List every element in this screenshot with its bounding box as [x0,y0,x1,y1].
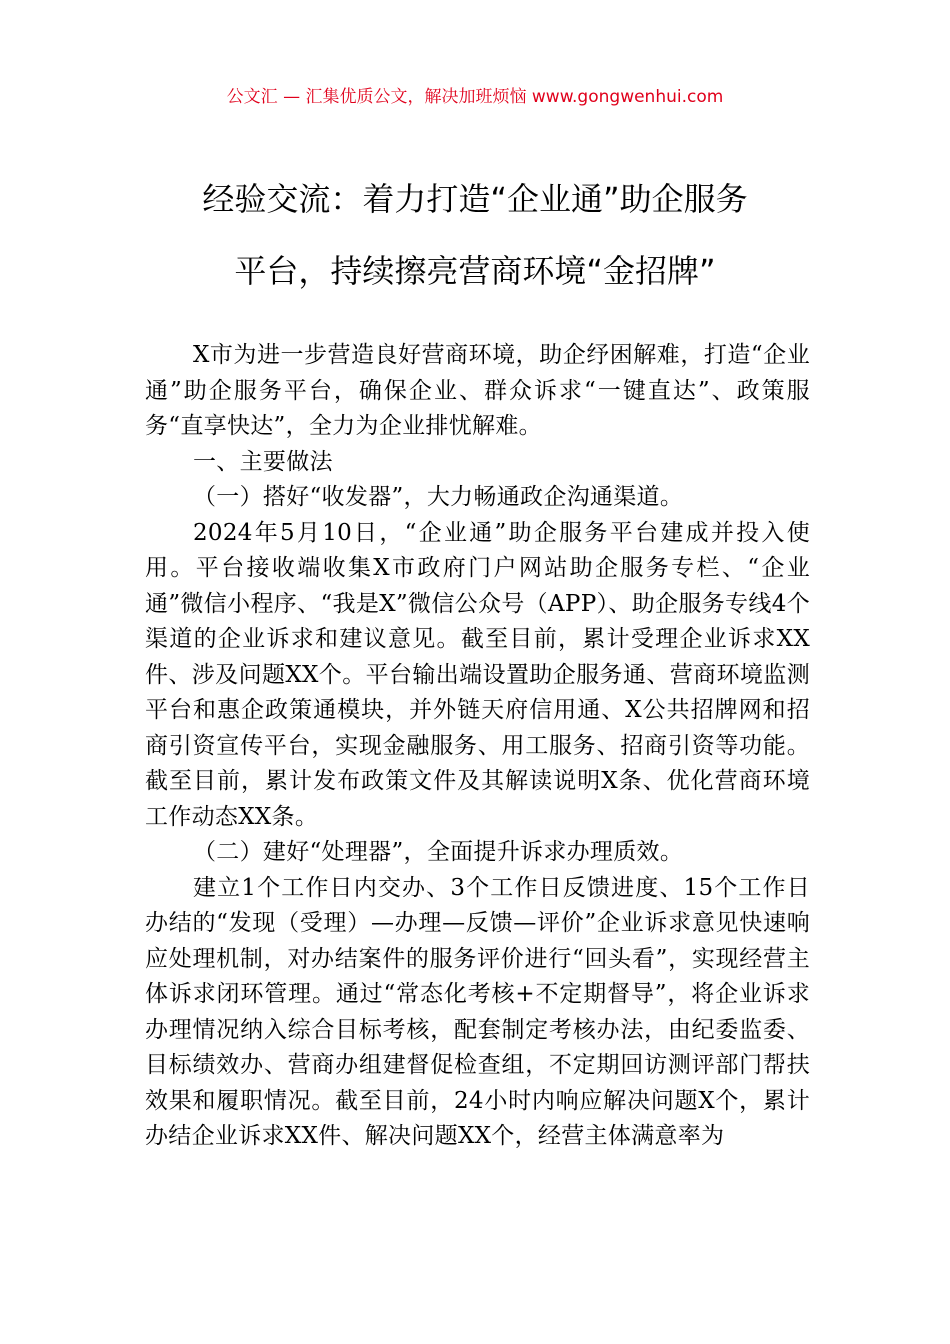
subsection-heading-1: （一）搭好“收发器”，大力畅通政企沟通渠道。 [193,484,684,510]
subsection-paragraph-2: 建立1个工作日内交办、3个工作日反馈进度、15个工作日办结的“发现（受理）—办理—反馈—评价”企业诉求意见快速响应处理机制，对办结案件的服务评价进行“回头看”，实现经营主体诉求闭环管理。通过“常态化考核+不定期督导”，将企业诉求办理情况纳入综合目标考核，配套制定考核办法，由纪委监委、目标绩效办、营商办组建督促检查组，不定期回访测评部门帮扶效果和履职情况。截至目前，24小时内响应解决问题X个，累计办结企业诉求XX件、解决问题XX个，经营主体满意率为 [145,874,810,1149]
subsection-paragraph-1: 2024年5月10日，“企业通”助企服务平台建成并投入使用。平台接收端收集X市政府门户网站助企服务专栏、“企业通”微信小程序、“我是X”微信公众号（APP）、助企服务专线4个渠道的企业诉求和建议意见。截至目前，累计受理企业诉求XX件、涉及问题XX个。平台输出端设置助企服务通、营商环境监测平台和惠企政策通模块，并外链天府信用通、X公共招牌网和招商引资宣传平台，实现金融服务、用工服务、招商引资等功能。截至目前，累计发布政策文件及其解读说明X条、优化营商环境工作动态XX条。 [145,519,810,830]
section-heading-main-practices: 一、主要做法 [193,448,333,475]
document-body [145,338,810,1155]
intro-paragraph: X市为进一步营造良好营商环境，助企纾困解难，打造“企业通”助企服务平台，确保企业、群众诉求“一键直达”、政策服务“直享快达”，全力为企业排忧解难。 [145,342,810,439]
document-title [0,176,950,294]
title-line-1: 经验交流：着力打造“企业通”助企服务 [202,180,748,218]
title-line-2: 平台，持续擦亮营商环境“金招牌” [234,252,716,290]
header-banner: 公文汇 — 汇集优质公文，解决加班烦恼 www.gongwenhui.com [226,87,724,107]
subsection-heading-2: （二）建好“处理器”，全面提升诉求办理质效。 [193,839,684,865]
